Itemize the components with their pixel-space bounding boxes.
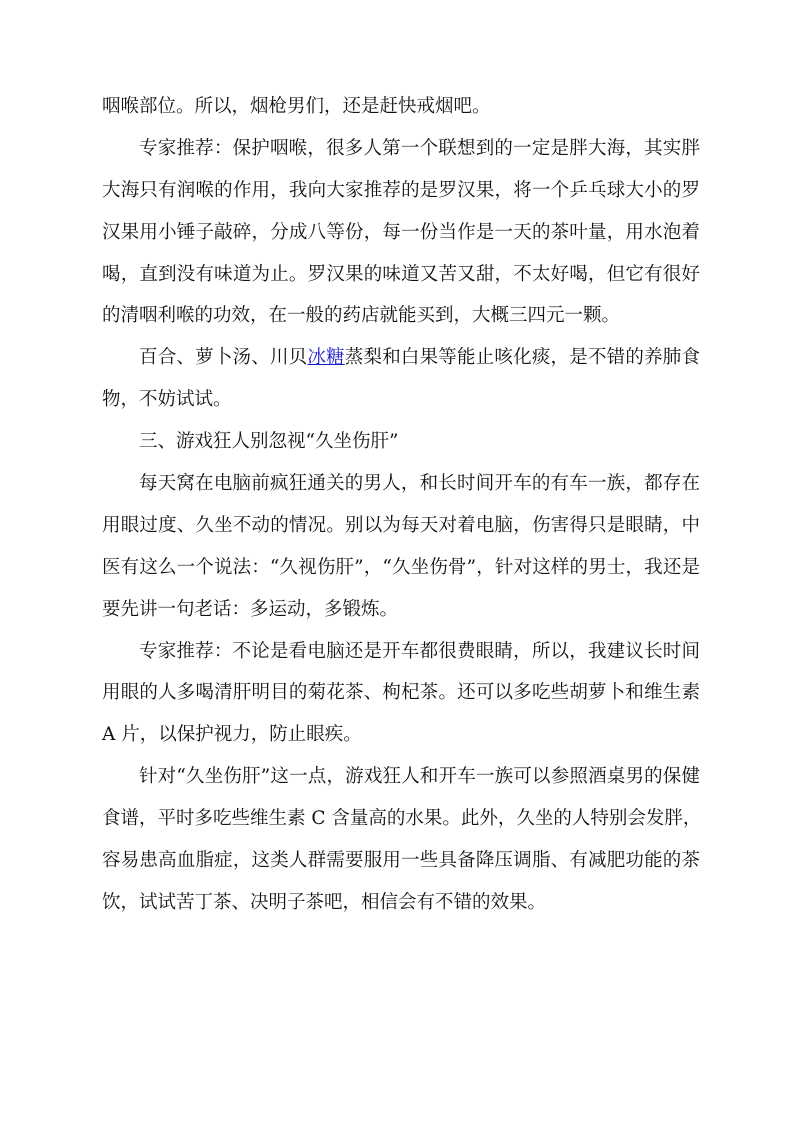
link-bingtang[interactable]: 冰糖 (307, 347, 345, 369)
text-run: 百合、萝卜汤、川贝 (139, 347, 308, 369)
paragraph-line: 每天窝在电脑前疯狂通关的男人，和长时间开车的有车一族，都存在 (139, 473, 700, 495)
section-heading: 三、游戏狂人别忽视“久坐伤肝” (139, 431, 399, 453)
paragraph-line: 针对“久坐伤肝”这一点，游戏狂人和开车一族可以参照酒桌男的保健 (139, 766, 700, 788)
paragraph-line: 用眼的人多喝清肝明目的菊花茶、枸杞茶。还可以多吃些胡萝卜和维生素 (102, 682, 700, 704)
paragraph-line: 咽喉部位。所以，烟枪男们，还是赶快戒烟吧。 (102, 96, 491, 117)
paragraph-line: 大海只有润喉的作用，我向大家推荐的是罗汉果，将一个乒乓球大小的罗 (102, 179, 700, 201)
paragraph-line: 物，不妨试试。 (102, 389, 232, 411)
paragraph-line: 用眼过度、久坐不动的情况。别以为每天对着电脑，伤害得只是眼睛，中 (102, 514, 700, 536)
paragraph-line: 汉果用小锤子敲碎，分成八等份，每一份当作是一天的茶叶量，用水泡着 (102, 221, 700, 243)
paragraph-line: 食谱，平时多吃些维生素 C 含量高的水果。此外，久坐的人特别会发胖， (102, 808, 702, 830)
paragraph-line: A 片，以保护视力，防止眼疾。 (102, 724, 362, 746)
paragraph-line (102, 337, 700, 379)
paragraph-line: 的清咽利喉的功效，在一般的药店就能买到，大概三四元一颗。 (102, 305, 621, 327)
paragraph-line: 喝，直到没有味道为止。罗汉果的味道又苦又甜，不太好喝，但它有很好 (102, 263, 700, 285)
document-page (102, 86, 700, 924)
paragraph-line: 医有这么一个说法：“久视伤肝”，“久坐伤骨”，针对这样的男士，我还是 (102, 556, 700, 578)
paragraph-line: 容易患高血脂症，这类人群需要服用一些具备降压调脂、有减肥功能的茶 (102, 850, 700, 872)
paragraph-line: 要先讲一句老话：多运动，多锻炼。 (102, 598, 399, 620)
text-run: 蒸梨和白果等能止咳化痰，是不错的养肺食 (344, 347, 700, 369)
paragraph-line: 专家推荐：不论是看电脑还是开车都很费眼睛，所以，我建议长时间 (139, 640, 700, 662)
paragraph-line: 专家推荐：保护咽喉，很多人第一个联想到的一定是胖大海，其实胖 (139, 137, 700, 159)
paragraph-line: 饮，试试苦丁茶、决明子茶吧，相信会有不错的效果。 (102, 891, 547, 913)
